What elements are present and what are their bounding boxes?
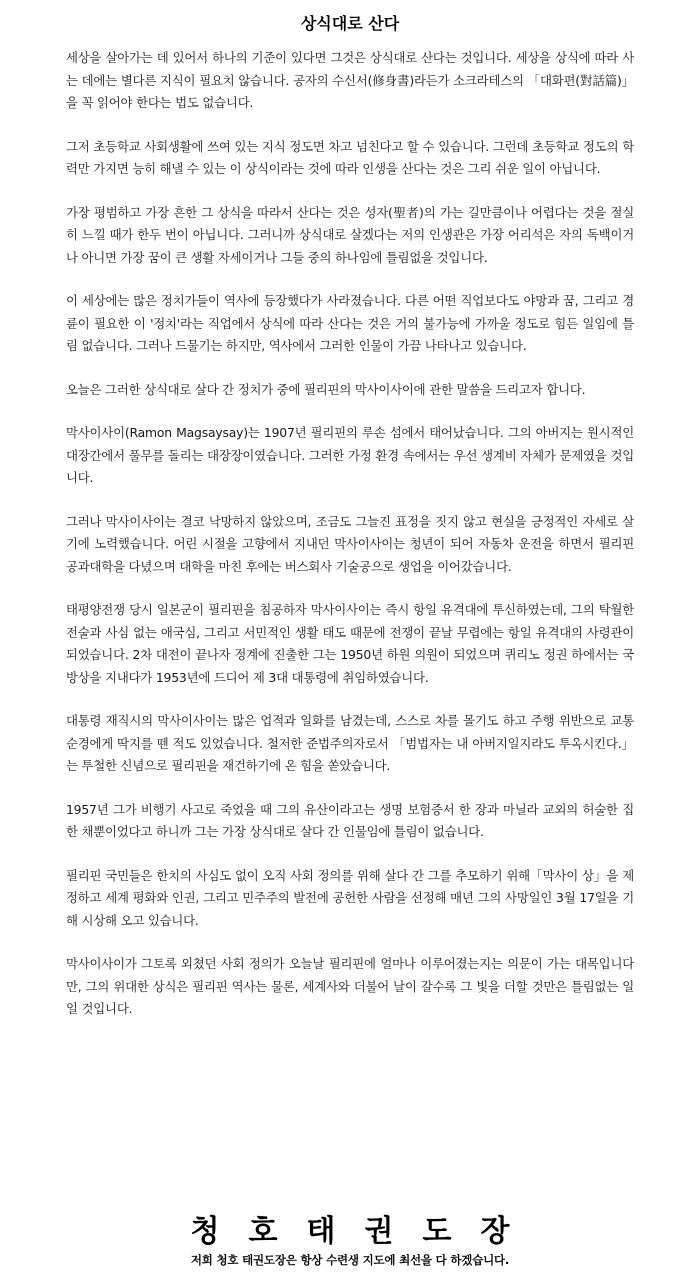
paragraph: 그저 초등학교 사회생활에 쓰여 있는 지식 정도면 차고 넘친다고 할 수 있습니다. 그런데 초등학교 정도의 학력만 가지면 능히 해낼 수 있는 이 상식이라는 것에 따라 인생을 산다는 것은 그리 쉬운 일이 아닙니다.: [66, 138, 634, 176]
paragraph: 막사이사이가 그토록 외쳤던 사회 정의가 오늘날 필리핀에 얼마나 이루어졌는지는 의문이 가는 대목입니다만, 그의 위대한 상식은 필리핀 역사는 물론, 세계사와 더불어 날이 갈수록 그 빛을 더할 것만은 틀림없는 일일 것입니다.: [66, 956, 634, 1016]
paragraph: 1957년 그가 비행기 사고로 죽었을 때 그의 유산이라고는 생명 보험증서 한 장과 마닐라 교외의 허술한 집 한 채뿐이었다고 하니까 그는 가장 상식대로 살다 간 인물임에 틀림이 없습니다.: [66, 801, 634, 839]
dojang-name: 청호태권도장: [190, 1214, 539, 1249]
dojang-slogan: 저희 청호 태권도장은 항상 수련생 지도에 최선을 다 하겠습니다.: [190, 1253, 510, 1267]
paragraph: 태평양전쟁 당시 일본군이 필리핀을 침공하자 막사이사이는 즉시 항일 유격대에 투신하였는데, 그의 탁월한 전술과 사심 없는 애국심, 그리고 서민적인 생활 태도 때문에 전쟁이 끝날 무렵에는 항일 유격대의 사령관이 되었습니다. 2차 대전이 끝나자 정계에 진출한 그는 1950년 하원 의원이 되었으며 퀴리노 정권 하에서는 국방상을 지내다가 1953년에 드디어 제 3대 대통령에 취임하였습니다.: [66, 602, 634, 685]
paragraph: 대통령 재직시의 막사이사이는 많은 업적과 일화를 남겼는데, 스스로 차를 몰기도 하고 주행 위반으로 교통 순경에게 딱지를 뗀 적도 있었습니다. 철저한 준법주의자로서 「범법자는 내 아버지일지라도 투옥시킨다.」는 투철한 신념으로 필리핀을 재건하기에 온 힘을 쏟았습니다.: [66, 713, 634, 773]
paragraph: 이 세상에는 많은 정치가들이 역사에 등장했다가 사라졌습니다. 다른 어떤 직업보다도 야망과 꿈, 그리고 경륜이 필요한 이 '정치'라는 직업에서 상식에 따라 산다는 것은 거의 불가능에 가까울 정도로 힘든 일임에 틀림 없습니다. 그러나 드물기는 하지만, 역사에서 그러한 인물이 가끔 나타나고 있습니다.: [66, 293, 634, 353]
paragraph: 막사이사이(Ramon Magsaysay)는 1907년 필리핀의 루손 섬에서 태어났습니다. 그의 아버지는 원시적인 대장간에서 풀무를 돌리는 대장장이였습니다. 그러한 가정 환경 속에서는 우선 생계비 자체가 문제였을 것입니다.: [66, 425, 634, 485]
paragraph: 세상을 살아가는 데 있어서 하나의 기준이 있다면 그것은 상식대로 산다는 것입니다. 세상을 상식에 따라 사는 데에는 별다른 지식이 필요치 않습니다. 공자의 수신서(修身書)라든가 소크라테스의 「대화편(對話篇)」을 꼭 읽어야 한다는 법도 없습니다.: [66, 50, 634, 110]
paragraph: 가장 평범하고 가장 흔한 그 상식을 따라서 산다는 것은 성자(聖者)의 가는 길만큼이나 어렵다는 것을 절실히 느낄 때가 한두 번이 아닙니다. 그러니까 상식대로 살겠다는 저의 인생관은 가장 어리석은 자의 독백이거나 아니면 가장 꿈이 큰 생활 자세이거나 그들 중의 하나임에 틀림없을 것입니다.: [66, 204, 634, 265]
document-title: 상식대로 산다: [300, 14, 400, 33]
paragraph: 오늘은 그러한 상식대로 살다 간 정치가 중에 필리핀의 막사이사이에 관한 말씀을 드리고자 합니다.: [66, 381, 586, 397]
paragraph: 필리핀 국민들은 한치의 사심도 없이 오직 사회 정의를 위해 살다 간 그를 추모하기 위해「막사이 상」을 제정하고 세계 평화와 인권, 그리고 민주주의 발전에 공헌한 사람을 선정해 매년 그의 사망일인 3월 17일을 기해 시상해 오고 있습니다.: [66, 867, 634, 928]
paragraph: 그러나 막사이사이는 결코 낙망하지 않았으며, 조금도 그늘진 표정을 짓지 않고 현실을 긍정적인 자세로 살기에 노력했습니다. 어린 시절을 고향에서 지내던 막사이사이는 청년이 되어 자동차 운전을 하면서 필리핀 공과대학을 다녔으며 대학을 마친 후에는 버스회사 기술공으로 생업을 이어갔습니다.: [66, 513, 634, 574]
document-body: [66, 47, 634, 1042]
